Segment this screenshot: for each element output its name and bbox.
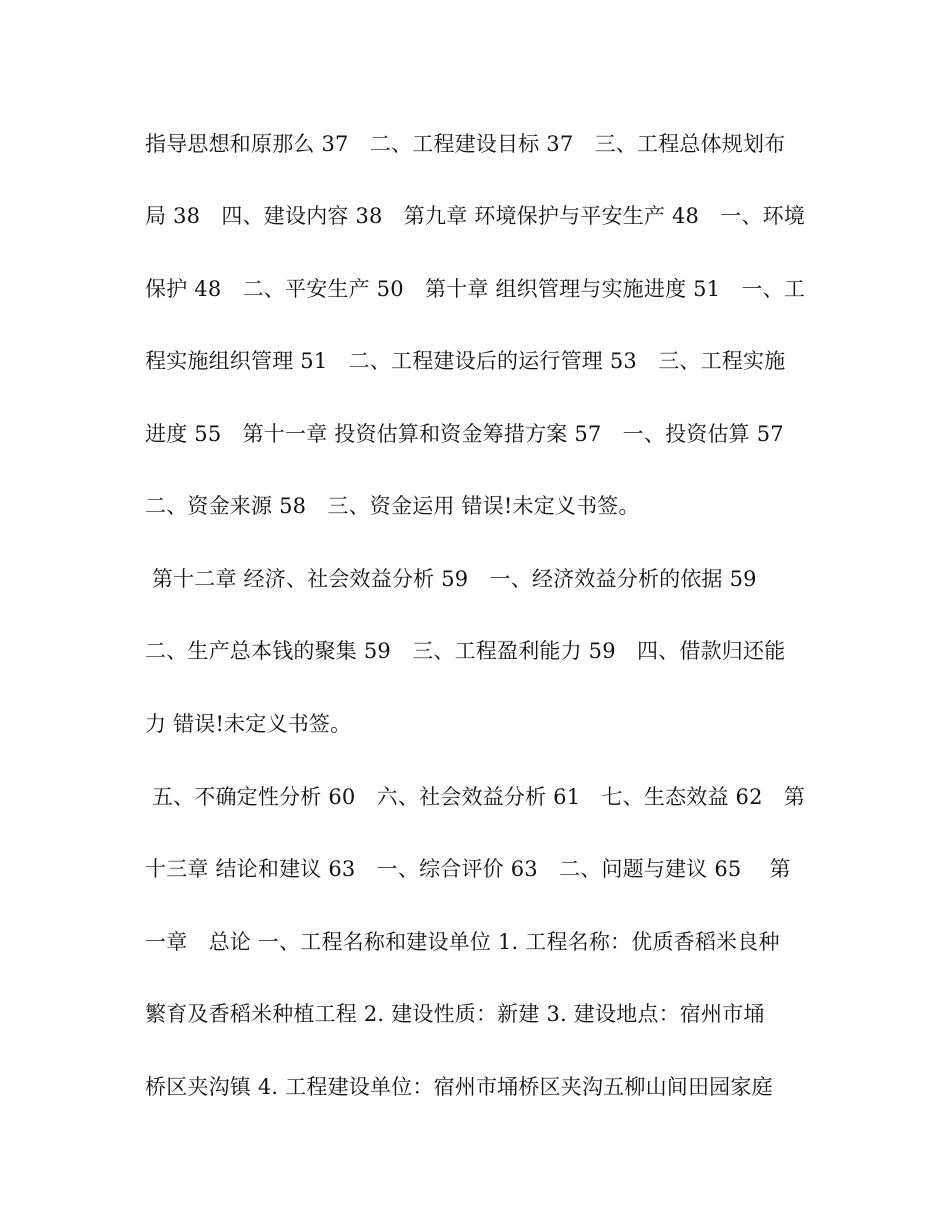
toc-line-8: 二、生产总本钱的聚集 59 三、工程盈利能力 59 四、借款归还能 xyxy=(145,639,786,663)
toc-line-4: 程实施组织管理 51 二、工程建设后的运行管理 53 三、工程实施 xyxy=(145,349,786,373)
toc-line-10: 五、不确定性分析 60 六、社会效益分析 61 七、生态效益 62 第 xyxy=(145,785,806,809)
toc-line-11: 十三章 结论和建议 63 一、综合评价 63 二、问题与建议 65 第 xyxy=(145,857,791,881)
toc-line-1: 指导思想和原那么 37 二、工程建设目标 37 三、工程总体规划布 xyxy=(145,132,786,156)
toc-line-6: 二、资金来源 58 三、资金运用 错误!未定义书签。 xyxy=(145,494,640,518)
toc-line-5: 进度 55 第十一章 投资估算和资金筹措方案 57 一、投资估算 57 xyxy=(145,422,784,446)
body-line-1: 一章 总论 一、工程名称和建设单位 1. 工程名称：优质香稻米良种 xyxy=(145,930,780,954)
body-line-2: 繁育及香稻米种植工程 2. 建设性质：新建 3. 建设地点：宿州市埇 xyxy=(145,1002,765,1026)
body-line-3: 桥区夹沟镇 4. 工程建设单位：宿州市埇桥区夹沟五柳山间田园家庭 xyxy=(145,1075,773,1099)
toc-line-2: 局 38 四、建设内容 38 第九章 环境保护与平安生产 48 一、环境 xyxy=(145,204,806,228)
toc-line-9: 力 错误!未定义书签。 xyxy=(145,712,352,736)
toc-line-7: 第十二章 经济、社会效益分析 59 一、经济效益分析的依据 59 xyxy=(145,567,757,591)
toc-line-3: 保护 48 二、平安生产 50 第十章 组织管理与实施进度 51 一、工 xyxy=(145,277,806,301)
